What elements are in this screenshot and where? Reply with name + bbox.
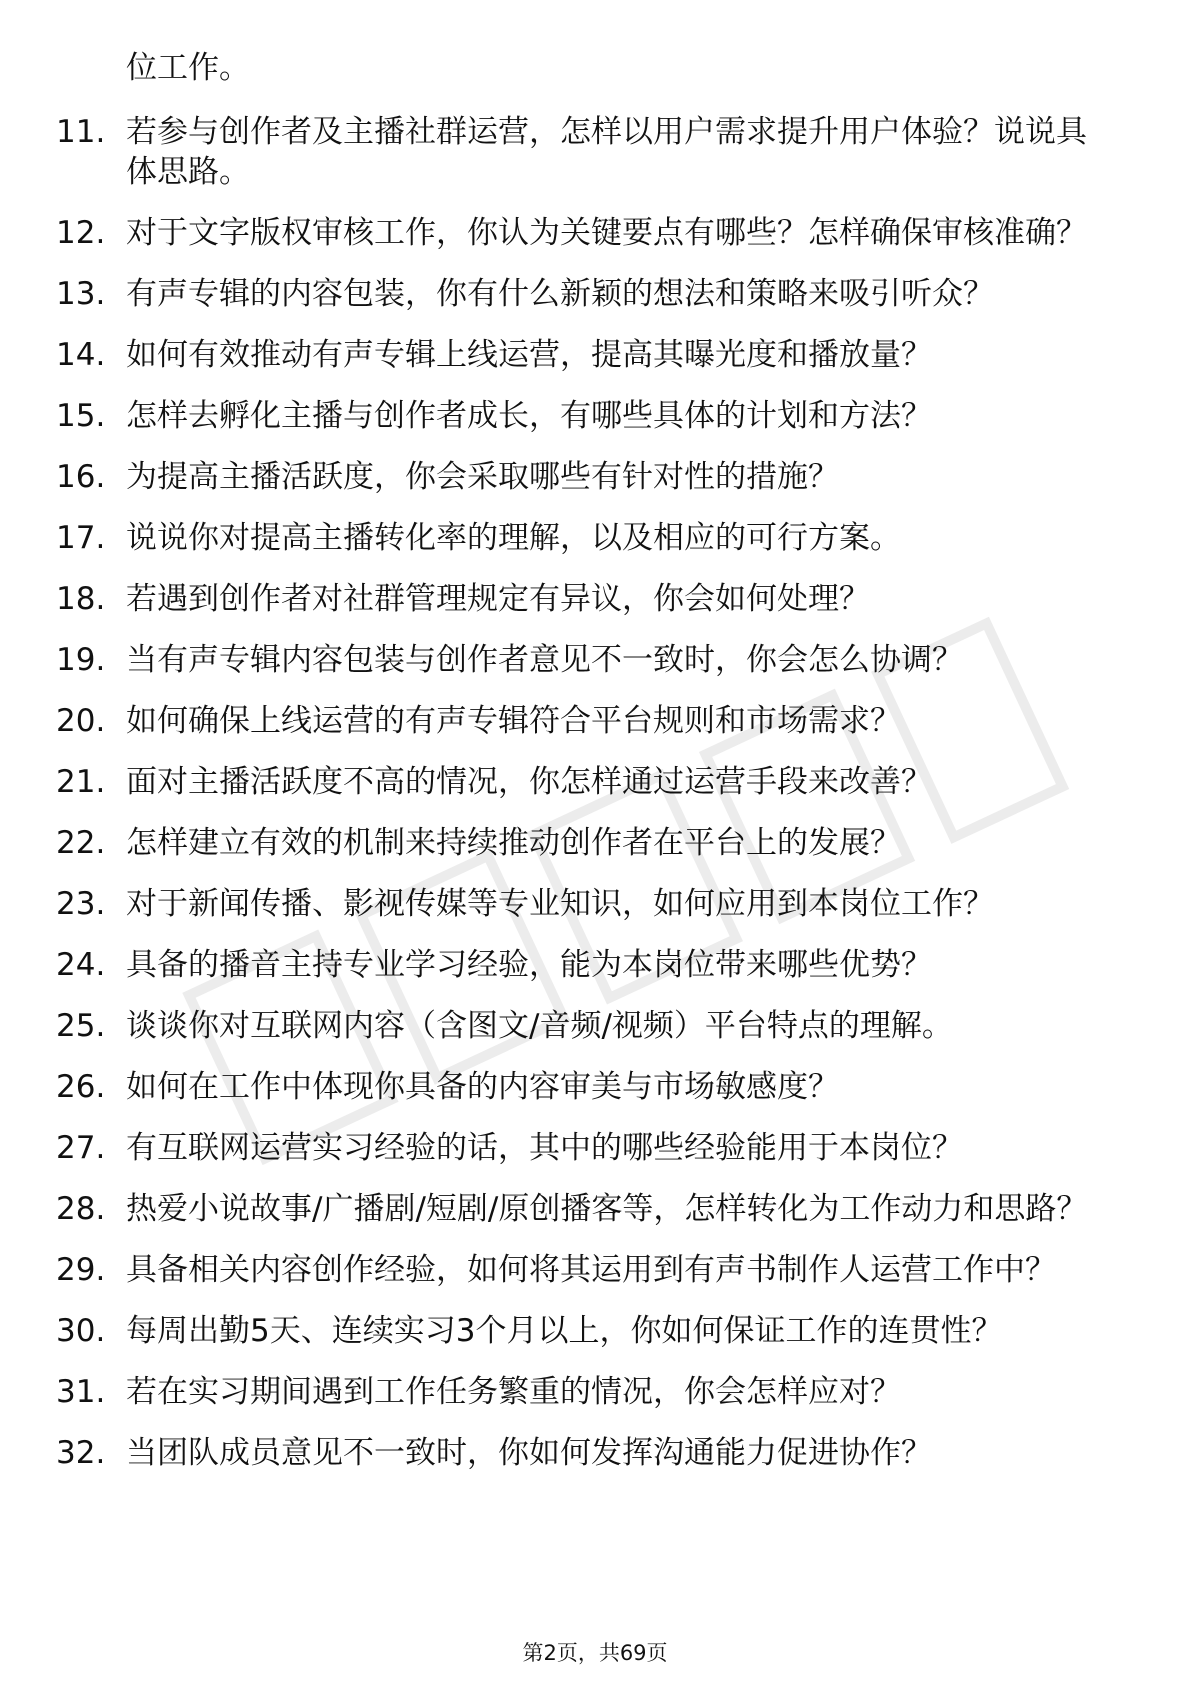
question-item bbox=[56, 1006, 1116, 1046]
question-text: 热爱小说故事/广播剧/短剧/原创播客等，怎样转化为工作动力和思路？ bbox=[126, 1191, 1088, 1227]
question-text: 若在实习期间遇到工作任务繁重的情况，你会怎样应对？ bbox=[126, 1374, 901, 1410]
question-item bbox=[56, 1067, 1116, 1107]
question-item bbox=[56, 274, 1116, 314]
question-list bbox=[56, 112, 1116, 1494]
question-item bbox=[56, 1250, 1116, 1290]
question-text: 有互联网运营实习经验的话，其中的哪些经验能用于本岗位？ bbox=[126, 1130, 963, 1166]
question-number: 17. bbox=[56, 520, 106, 556]
question-number: 25. bbox=[56, 1008, 106, 1044]
question-number: 28. bbox=[56, 1191, 106, 1227]
question-item bbox=[56, 1311, 1116, 1351]
question-item bbox=[56, 518, 1116, 558]
question-number: 31. bbox=[56, 1374, 106, 1410]
question-number: 12. bbox=[56, 215, 106, 251]
question-number: 18. bbox=[56, 581, 106, 617]
question-item bbox=[56, 457, 1116, 497]
question-number: 20. bbox=[56, 703, 106, 739]
question-item bbox=[56, 112, 1116, 192]
question-text: 若遇到创作者对社群管理规定有异议，你会如何处理？ bbox=[126, 581, 870, 617]
question-number: 27. bbox=[56, 1130, 106, 1166]
question-item bbox=[56, 396, 1116, 436]
question-text: 有声专辑的内容包装，你有什么新颖的想法和策略来吸引听众？ bbox=[126, 276, 994, 312]
question-number: 19. bbox=[56, 642, 106, 678]
question-text: 若参与创作者及主播社群运营，怎样以用户需求提升用户体验？说说具体思路。 bbox=[126, 114, 1087, 190]
question-number: 14. bbox=[56, 337, 106, 373]
page-number-footer: 第2页，共69页 bbox=[522, 1641, 668, 1665]
question-number: 26. bbox=[56, 1069, 106, 1105]
question-item bbox=[56, 701, 1116, 741]
question-number: 16. bbox=[56, 459, 106, 495]
question-item bbox=[56, 1189, 1116, 1229]
question-item bbox=[56, 213, 1116, 253]
question-text: 如何有效推动有声专辑上线运营，提高其曝光度和播放量？ bbox=[126, 337, 932, 373]
question-item bbox=[56, 762, 1116, 802]
question-item bbox=[56, 1433, 1116, 1473]
question-item bbox=[56, 945, 1116, 985]
question-text: 说说你对提高主播转化率的理解，以及相应的可行方案。 bbox=[126, 520, 901, 556]
question-item bbox=[56, 884, 1116, 924]
question-text: 谈谈你对互联网内容（含图文/音频/视频）平台特点的理解。 bbox=[126, 1008, 953, 1044]
question-item bbox=[56, 1372, 1116, 1412]
question-text: 对于新闻传播、影视传媒等专业知识，如何应用到本岗位工作？ bbox=[126, 886, 994, 922]
question-item bbox=[56, 823, 1116, 863]
question-text: 每周出勤5天、连续实习3个月以上，你如何保证工作的连贯性？ bbox=[126, 1313, 1003, 1349]
question-number: 32. bbox=[56, 1435, 106, 1471]
question-text: 为提高主播活跃度，你会采取哪些有针对性的措施？ bbox=[126, 459, 839, 495]
question-text: 当团队成员意见不一致时，你如何发挥沟通能力促进协作？ bbox=[126, 1435, 932, 1471]
question-text: 具备相关内容创作经验，如何将其运用到有声书制作人运营工作中？ bbox=[126, 1252, 1056, 1288]
question-number: 21. bbox=[56, 764, 106, 800]
question-number: 24. bbox=[56, 947, 106, 983]
question-item bbox=[56, 579, 1116, 619]
question-number: 23. bbox=[56, 886, 106, 922]
question-text: 怎样建立有效的机制来持续推动创作者在平台上的发展？ bbox=[126, 825, 901, 861]
continued-line: 位工作。 bbox=[126, 50, 250, 86]
question-text: 面对主播活跃度不高的情况，你怎样通过运营手段来改善？ bbox=[126, 764, 932, 800]
question-text: 如何在工作中体现你具备的内容审美与市场敏感度？ bbox=[126, 1069, 839, 1105]
question-number: 30. bbox=[56, 1313, 106, 1349]
question-text: 如何确保上线运营的有声专辑符合平台规则和市场需求？ bbox=[126, 703, 901, 739]
question-item bbox=[56, 335, 1116, 375]
question-text: 具备的播音主持专业学习经验，能为本岗位带来哪些优势？ bbox=[126, 947, 932, 983]
question-text: 当有声专辑内容包装与创作者意见不一致时，你会怎么协调？ bbox=[126, 642, 963, 678]
question-number: 29. bbox=[56, 1252, 106, 1288]
question-item bbox=[56, 1128, 1116, 1168]
question-number: 22. bbox=[56, 825, 106, 861]
question-number: 13. bbox=[56, 276, 106, 312]
question-text: 对于文字版权审核工作，你认为关键要点有哪些？怎样确保审核准确？ bbox=[126, 215, 1087, 251]
question-number: 11. bbox=[56, 114, 106, 150]
question-text: 怎样去孵化主播与创作者成长，有哪些具体的计划和方法？ bbox=[126, 398, 932, 434]
question-item bbox=[56, 640, 1116, 680]
question-number: 15. bbox=[56, 398, 106, 434]
